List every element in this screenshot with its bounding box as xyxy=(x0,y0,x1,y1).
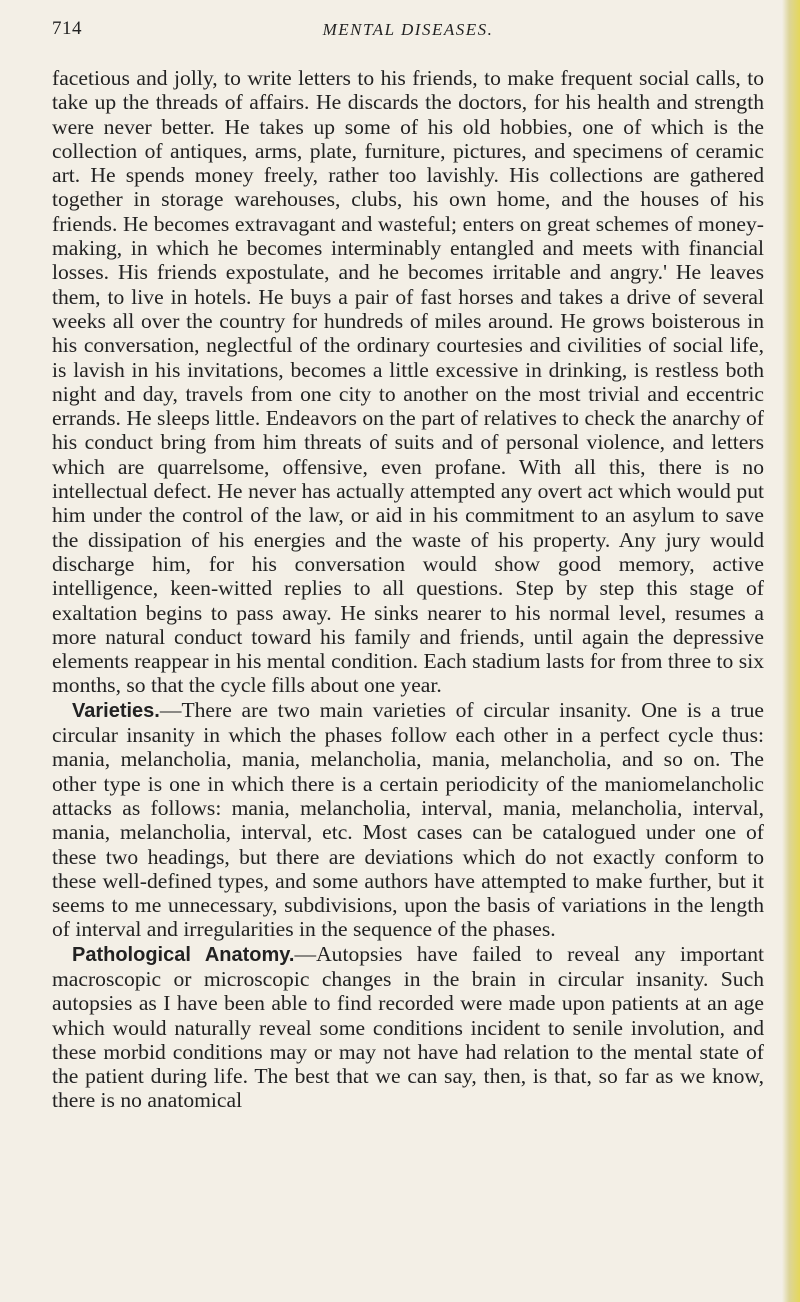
section-heading-pathological-anatomy: Pathological Anatomy. xyxy=(72,943,295,966)
page-number: 714 xyxy=(52,18,82,39)
page-edge xyxy=(782,0,800,1302)
body-text xyxy=(52,66,764,1113)
paragraph-varieties xyxy=(52,698,764,942)
paragraph-text: —There are two main varieties of circular insanity. One is a true circular insanity in which the phases follow each other in a perfect cycle thus: mania, melancholia, mania, melancholia, mania, melancholia, and so on. The other type is one in which there is a certain periodicity of the maniomelancholic attacks as follows: mania, melancholia, interval, mania, melancholia, interval, mania, melancholia, interval, etc. Most cases can be catalogued under one of these two headings, but there are deviations which do not exactly conform to these well-defined types, and some authors have attempted to make further, but it seems to me unnecessary, subdivisions, upon the basis of variations in the length of interval and irregularities in the sequence of the phases. xyxy=(52,697,764,942)
book-page xyxy=(52,12,764,1113)
paragraph-pathological-anatomy xyxy=(52,942,764,1113)
running-title: MENTAL DISEASES. xyxy=(322,20,494,39)
section-heading-varieties: Varieties. xyxy=(72,699,160,722)
paragraph-text: facetious and jolly, to write letters to his friends, to make frequent social calls, to take up the threads of affairs. He discards the doctors, for his health and strength were never better. He takes up some of his old hobbies, one of which is the collection of antiques, arms, plate, furniture, pictures, and specimens of ceramic art. He spends money freely, rather too lavishly. His collections are gathered together in storage warehouses, clubs, his own home, and the houses of his friends. He becomes extravagant and wasteful; enters on great schemes of money-making, in which he becomes interminably entangled and meets with financial losses. His friends expostulate, and he becomes irritable and angry.' He leaves them, to live in hotels. He buys a pair of fast horses and takes a drive of several weeks all over the country for hundreds of miles around. He grows boisterous in his conversation, neglectful of the ordinary courtesies and civilities of social life, is lavish in his invitations, becomes a little excessive in drinking, is restless both night and day, travels from one city to another on the most trivial and eccentric errands. He sleeps little. Endeavors on the part of relatives to check the anarchy of his conduct bring from him threats of suits and of personal violence, and letters which are quarrelsome, offensive, even profane. With all this, there is no intellectual defect. He never has actually attempted any overt act which would put him under the control of the law, or aid in his commitment to an asylum to save the dissipation of his energies and the waste of his property. Any jury would discharge him, for his conversation would show good memory, active intelligence, keen-witted replies to all questions. Step by step this stage of exaltation begins to pass away. He sinks nearer to his normal level, resumes a more natural conduct toward his family and friends, until again the depressive elements reappear in his mental condition. Each stadium lasts for from three to six months, so that the cycle fills about one year. xyxy=(52,66,764,698)
paragraph-continuation xyxy=(52,66,764,698)
running-head xyxy=(52,12,764,48)
paragraph-text: —Autopsies have failed to reveal any important macroscopic or microscopic changes in the brain in circular insanity. Such autopsies as I have been able to find recorded were made upon patients at an age which would naturally reveal some conditions incident to senile involution, and these morbid conditions may or may not have had relation to the mental state of the patient during life. The best that we can say, then, is that, so far as we know, there is no anatomical xyxy=(52,941,765,1113)
